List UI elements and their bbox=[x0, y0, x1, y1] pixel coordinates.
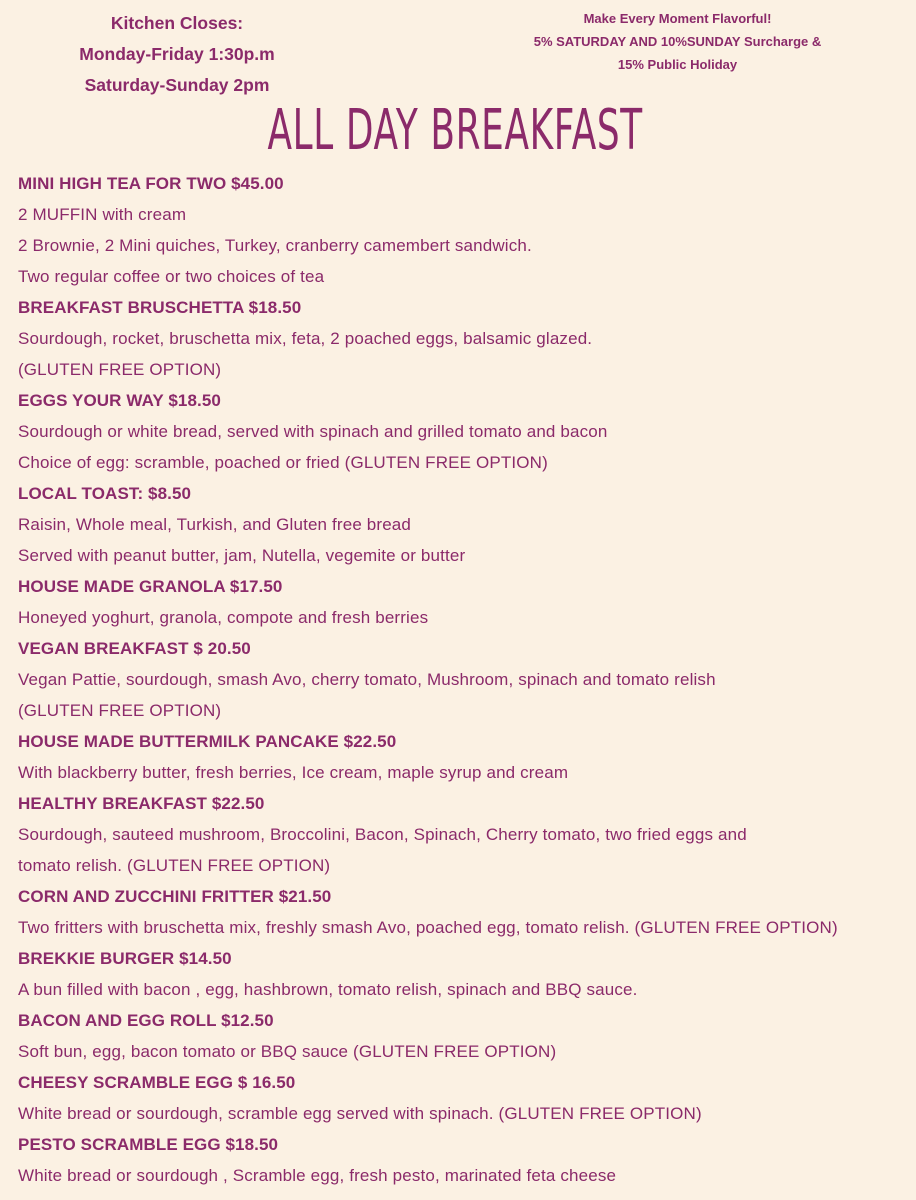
menu-item-description: (GLUTEN FREE OPTION) bbox=[18, 701, 222, 720]
menu-item bbox=[18, 168, 908, 292]
menu-item-description: 2 Brownie, 2 Mini quiches, Turkey, cranberry camembert sandwich. bbox=[18, 236, 532, 255]
menu-list bbox=[18, 168, 908, 1191]
surcharge-notice bbox=[480, 7, 875, 76]
menu-item-name: HOUSE MADE GRANOLA $17.50 bbox=[18, 577, 283, 596]
menu-item-name: EGGS YOUR WAY $18.50 bbox=[18, 391, 221, 410]
weekend-surcharge: 5% SATURDAY AND 10%SUNDAY Surcharge & bbox=[533, 34, 822, 49]
menu-item-description: Served with peanut butter, jam, Nutella, vegemite or butter bbox=[18, 546, 466, 565]
menu-item-name: PESTO SCRAMBLE EGG $18.50 bbox=[18, 1135, 279, 1154]
menu-item-description: (GLUTEN FREE OPTION) bbox=[18, 360, 222, 379]
menu-item-description: A bun filled with bacon , egg, hashbrown, tomato relish, spinach and BBQ sauce. bbox=[18, 980, 638, 999]
menu-item-name: BREKKIE BURGER $14.50 bbox=[18, 949, 232, 968]
menu-item-name: HEALTHY BREAKFAST $22.50 bbox=[18, 794, 265, 813]
menu-item-name: LOCAL TOAST: $8.50 bbox=[18, 484, 192, 503]
menu-item-description: Sourdough, rocket, bruschetta mix, feta, 2 poached eggs, balsamic glazed. bbox=[18, 329, 593, 348]
menu-item bbox=[18, 943, 908, 1005]
menu-item-description: Sourdough or white bread, served with spinach and grilled tomato and bacon bbox=[18, 422, 608, 441]
menu-item-name: CHEESY SCRAMBLE EGG $ 16.50 bbox=[18, 1073, 296, 1092]
menu-item bbox=[18, 726, 908, 788]
menu-item-description: Honeyed yoghurt, granola, compote and fresh berries bbox=[18, 608, 429, 627]
menu-item bbox=[18, 633, 908, 726]
holiday-surcharge: 15% Public Holiday bbox=[617, 57, 738, 72]
menu-item-description: Raisin, Whole meal, Turkish, and Gluten free bread bbox=[18, 515, 412, 534]
menu-item-description: Vegan Pattie, sourdough, smash Avo, cherry tomato, Mushroom, spinach and tomato relish bbox=[18, 670, 716, 689]
menu-item-description: Two fritters with bruschetta mix, freshly smash Avo, poached egg, tomato relish. (GLUTEN FREE OPTION) bbox=[18, 918, 838, 937]
menu-item-description: Choice of egg: scramble, poached or fried (GLUTEN FREE OPTION) bbox=[18, 453, 548, 472]
menu-item-name: HOUSE MADE BUTTERMILK PANCAKE $22.50 bbox=[18, 732, 397, 751]
menu-item-description: Sourdough, sauteed mushroom, Broccolini, Bacon, Spinach, Cherry tomato, two fried eggs and bbox=[18, 825, 747, 844]
menu-item bbox=[18, 292, 908, 385]
menu-item-description: White bread or sourdough , Scramble egg, fresh pesto, marinated feta cheese bbox=[18, 1166, 617, 1185]
menu-item-name: MINI HIGH TEA FOR TWO $45.00 bbox=[18, 174, 284, 193]
menu-item bbox=[18, 788, 908, 881]
menu-item bbox=[18, 1129, 908, 1191]
menu-item-description: Two regular coffee or two choices of tea bbox=[18, 267, 325, 286]
menu-item-description: 2 MUFFIN with cream bbox=[18, 205, 187, 224]
kitchen-hours bbox=[52, 8, 302, 101]
menu-item bbox=[18, 385, 908, 478]
menu-item-description: With blackberry butter, fresh berries, Ice cream, maple syrup and cream bbox=[18, 763, 569, 782]
menu-item-description: Soft bun, egg, bacon tomato or BBQ sauce (GLUTEN FREE OPTION) bbox=[18, 1042, 557, 1061]
menu-item bbox=[18, 571, 908, 633]
menu-item bbox=[18, 881, 908, 943]
menu-item-name: VEGAN BREAKFAST $ 20.50 bbox=[18, 639, 251, 658]
menu-item bbox=[18, 1005, 908, 1067]
menu-item-name: CORN AND ZUCCHINI FRITTER $21.50 bbox=[18, 887, 332, 906]
menu-item-name: BACON AND EGG ROLL $12.50 bbox=[18, 1011, 274, 1030]
menu-item-description: tomato relish. (GLUTEN FREE OPTION) bbox=[18, 856, 331, 875]
menu-item bbox=[18, 1067, 908, 1129]
kitchen-hours-weekday: Monday-Friday 1:30p.m bbox=[79, 44, 275, 64]
menu-item-name: BREAKFAST BRUSCHETTA $18.50 bbox=[18, 298, 302, 317]
kitchen-hours-heading: Kitchen Closes: bbox=[110, 13, 244, 33]
tagline: Make Every Moment Flavorful! bbox=[583, 11, 772, 26]
menu-title: ALL DAY BREAKFAST bbox=[267, 98, 643, 163]
menu-item-description: White bread or sourdough, scramble egg served with spinach. (GLUTEN FREE OPTION) bbox=[18, 1104, 702, 1123]
menu-item bbox=[18, 478, 908, 571]
kitchen-hours-weekend: Saturday-Sunday 2pm bbox=[84, 75, 270, 95]
